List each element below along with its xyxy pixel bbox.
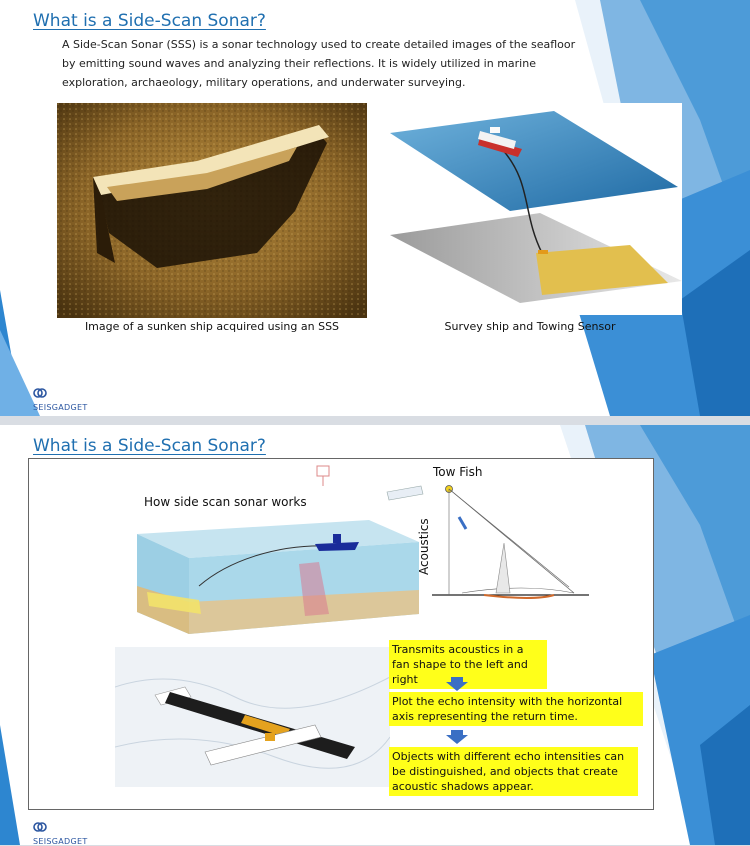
caption-sunken-ship: Image of a sunken ship acquired using an SSS: [84, 320, 340, 333]
logo-mark-icon: [33, 387, 47, 399]
logo-mark-icon: [33, 821, 47, 833]
company-logo: [33, 384, 88, 412]
slide-1-description: A Side-Scan Sonar (SSS) is a sonar technology used to create detailed images of the seafloor by emitting sound waves and analyzing their reflections. It is widely utilized in marine exploration, archaeology, military operations, and underwater surveying.: [62, 38, 576, 89]
logo-text: SEISGADGET: [33, 403, 88, 412]
slide-1: [0, 0, 750, 416]
tow-fish-fan-diagram: [424, 483, 594, 603]
acoustic-direction-arrow-icon: [459, 517, 466, 529]
diagram-label: How side scan sonar works: [144, 495, 307, 509]
slide-2-title: What is a Side-Scan Sonar?: [33, 436, 266, 456]
satellite-icon: [387, 486, 423, 500]
step-1-text: Transmits acoustics in a fan shape to the left and right: [389, 640, 547, 689]
logo-text: SEISGADGET: [33, 837, 88, 845]
slide-1-title: What is a Side-Scan Sonar?: [33, 11, 266, 31]
sonar-diagram: [129, 464, 429, 644]
tow-sensor-icon: [538, 250, 548, 254]
diagram-frame: [28, 458, 654, 810]
sunken-ship-sonar-image: [57, 103, 367, 318]
company-logo: [33, 818, 88, 845]
down-arrow-icon: [446, 677, 468, 691]
sonar-device-image: [115, 647, 390, 787]
survey-ship-illustration: [382, 103, 682, 315]
acoustics-label: Acoustics: [417, 518, 431, 575]
down-arrow-icon: [446, 730, 468, 744]
tow-fish-label: Tow Fish: [433, 465, 483, 479]
satellite-signal-icon: [317, 466, 329, 476]
caption-survey-ship: Survey ship and Towing Sensor: [444, 320, 616, 333]
slide-2: [0, 425, 750, 845]
step-3-text: Objects with different echo intensities can be distinguished, and objects that create acoustic shadows appear.: [389, 747, 638, 796]
step-2-text: Plot the echo intensity with the horizontal axis representing the return time.: [389, 692, 643, 726]
